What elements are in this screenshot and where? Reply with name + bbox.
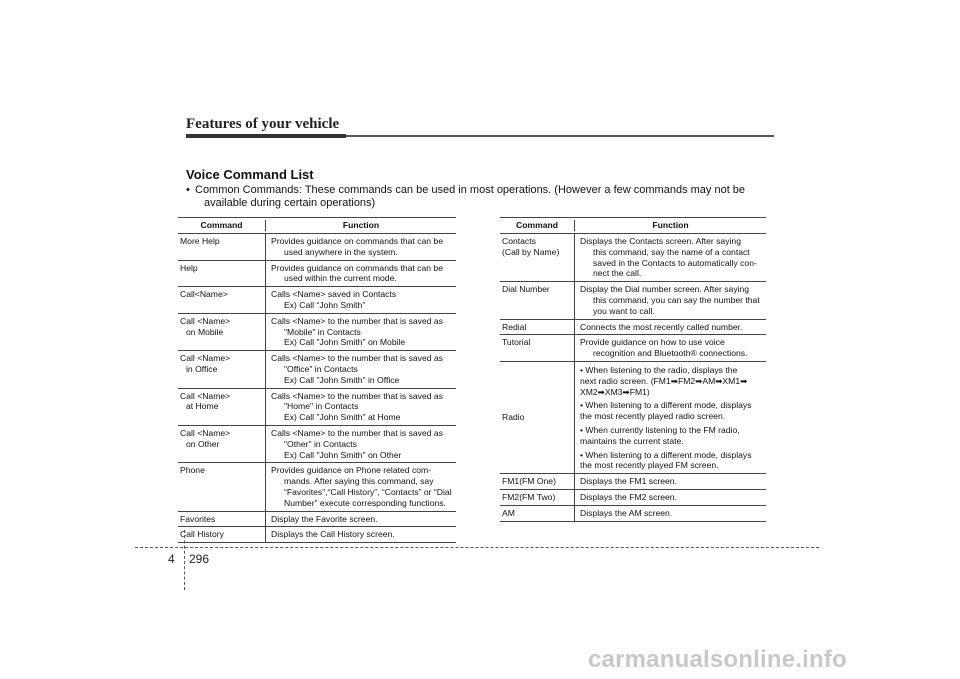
header-rule-thick xyxy=(186,134,346,138)
function-text: "Office" in Contacts xyxy=(284,363,358,374)
function-text: Calls <Name> to the number that is saved as xyxy=(271,390,443,401)
command-text: More Help xyxy=(180,236,220,246)
command-text: Call <Name> xyxy=(180,427,231,438)
function-text: Calls <Name> to the number that is saved as xyxy=(271,353,443,364)
command-text: Help xyxy=(180,262,198,273)
command-cell xyxy=(178,389,265,425)
table-row xyxy=(500,362,766,474)
bullet-text: When listening to a different mode, displays xyxy=(585,449,752,460)
command-text: in Office xyxy=(186,363,218,374)
function-cell xyxy=(265,287,456,313)
command-cell xyxy=(178,512,265,527)
bullet-icon: • xyxy=(580,364,586,375)
section-title: Voice Command List xyxy=(186,167,314,182)
table-row xyxy=(500,234,766,282)
table-row xyxy=(178,527,456,543)
function-cell xyxy=(265,234,456,260)
table-row xyxy=(500,282,766,319)
bullet-item xyxy=(580,365,766,397)
command-cell xyxy=(178,527,265,542)
bullet-text: the most recently played radio screen. xyxy=(580,411,726,422)
function-cell xyxy=(265,512,456,527)
command-cell xyxy=(500,234,574,281)
function-cell xyxy=(574,282,766,318)
table-row xyxy=(178,234,456,261)
function-text: Ex) Call “John Smith” xyxy=(284,299,366,310)
function-text: Provides guidance on commands that can be xyxy=(271,262,443,273)
table-row xyxy=(500,490,766,506)
function-cell xyxy=(574,490,766,505)
table-row xyxy=(500,474,766,490)
table-row xyxy=(178,261,456,288)
command-text: Call History xyxy=(180,529,224,540)
function-text: "Other" in Contacts xyxy=(284,438,357,449)
page-number: 296 xyxy=(189,552,210,566)
bullet-text: When listening to the radio, displays the xyxy=(585,364,738,375)
table-row xyxy=(178,314,456,351)
function-text: used within the current mode. xyxy=(284,273,397,284)
command-table-right xyxy=(500,217,766,522)
bullet-text: maintains the current state. xyxy=(580,435,684,446)
bullet-text: next radio screen. (FM1➡FM2➡AM➡XM1➡ xyxy=(580,375,748,386)
bullet-text: XM2➡XM3➡FM1) xyxy=(580,386,650,397)
function-cell xyxy=(574,474,766,489)
command-cell xyxy=(178,351,265,387)
function-text: used anywhere in the system. xyxy=(284,246,398,257)
command-cell xyxy=(178,463,265,510)
intro-line-1: Common Commands: These commands can be used in most operations. (However a few commands may not be xyxy=(195,184,746,196)
page-header-title: Features of your vehicle xyxy=(186,116,340,132)
function-text: mands. After saying this command, say xyxy=(284,476,434,487)
table-row xyxy=(178,426,456,463)
function-text: nect the call. xyxy=(593,268,642,279)
function-text: Calls <Name> saved in Contacts xyxy=(271,289,397,300)
bullet-item xyxy=(580,425,766,447)
header-rule-thin xyxy=(346,135,774,137)
intro-paragraph xyxy=(186,184,785,210)
function-text: Provides guidance on commands that can be xyxy=(271,236,443,246)
function-text: Calls <Name> to the number that is saved as xyxy=(271,427,443,438)
function-text: this command, you can say the number that xyxy=(593,294,760,305)
table-row xyxy=(500,506,766,522)
site-watermark: carmanualsonline.info xyxy=(588,646,847,673)
command-text: Redial xyxy=(502,321,527,332)
command-text: at Home xyxy=(186,401,219,412)
command-text: Call <Name> xyxy=(180,315,231,326)
command-text: FM2(FM Two) xyxy=(502,491,556,502)
function-text: Displays the Contacts screen. After saying xyxy=(580,236,741,246)
function-cell xyxy=(265,527,456,542)
function-cell xyxy=(574,234,766,281)
command-text: Call <Name> xyxy=(180,390,231,401)
function-cell xyxy=(265,351,456,387)
command-text: FM1(FM One) xyxy=(502,476,556,487)
function-cell xyxy=(574,335,766,361)
function-text: you want to call. xyxy=(593,305,655,316)
function-text: Ex) Call "John Smith" on Other xyxy=(284,449,402,460)
bullet-icon: • xyxy=(580,424,586,435)
header-command: Command xyxy=(200,220,243,231)
function-cell xyxy=(265,426,456,462)
command-cell xyxy=(500,506,574,521)
command-cell xyxy=(178,261,265,287)
header-command: Command xyxy=(515,220,559,231)
function-text: Displays the FM1 screen. xyxy=(580,476,677,487)
function-text: Display the Favorite screen. xyxy=(271,513,378,524)
footer-dashed-divider xyxy=(184,530,185,590)
function-text: Provides guidance on Phone related com- xyxy=(271,465,432,476)
function-text: Display the Dial number screen. After saying xyxy=(580,284,750,295)
function-text: Displays the Call History screen. xyxy=(271,529,395,540)
function-cell xyxy=(574,320,766,335)
function-cell xyxy=(265,261,456,287)
command-text: on Other xyxy=(186,438,220,449)
command-text: on Mobile xyxy=(186,326,224,337)
bullet-icon: • xyxy=(580,400,586,411)
function-text: Connects the most recently called number. xyxy=(580,321,743,332)
command-cell xyxy=(500,362,574,473)
function-text: Displays the AM screen. xyxy=(580,507,673,518)
table-row xyxy=(178,287,456,314)
command-text: Call <Name> xyxy=(180,353,231,364)
chapter-number: 4 xyxy=(168,552,175,566)
function-text: recognition and Bluetooth® connections. xyxy=(593,348,748,359)
intro-line-2: available during certain operations) xyxy=(204,197,376,209)
function-cell xyxy=(265,314,456,350)
function-text: saved in the Contacts to automatically con- xyxy=(593,257,757,268)
command-text: (Call by Name) xyxy=(502,246,560,257)
bullet-text: the most recently played FM screen. xyxy=(580,460,719,471)
bullet-item xyxy=(580,450,766,472)
function-text: "Home" in Contacts xyxy=(284,401,359,412)
command-cell xyxy=(500,282,574,318)
command-text: Phone xyxy=(180,465,205,476)
table-row xyxy=(500,335,766,362)
table-row xyxy=(500,320,766,336)
function-text: “Favorites”,“Call History”, “Contacts” or “Dial xyxy=(284,486,452,497)
command-text: Call<Name> xyxy=(180,289,228,300)
function-text: Ex) Call "John Smith" on Mobile xyxy=(284,337,406,348)
function-text: Provide guidance on how to use voice xyxy=(580,337,725,348)
bullet-text: When listening to a different mode, displays xyxy=(585,400,752,411)
function-cell xyxy=(574,506,766,521)
bullet-icon: • xyxy=(186,184,190,196)
command-cell xyxy=(500,320,574,335)
table-row xyxy=(178,512,456,528)
command-text: Favorites xyxy=(180,513,216,524)
function-cell xyxy=(265,463,456,510)
command-cell xyxy=(500,474,574,489)
header-function: Function xyxy=(265,220,456,231)
command-cell xyxy=(178,314,265,350)
function-text: this command, say the name of a contact xyxy=(593,246,750,257)
table-row xyxy=(178,463,456,511)
command-cell xyxy=(178,287,265,313)
command-table-left xyxy=(178,217,456,543)
function-cell xyxy=(574,362,766,473)
command-text: Tutorial xyxy=(502,337,531,348)
command-text: Radio xyxy=(502,412,525,423)
command-text: AM xyxy=(502,507,515,518)
function-text: Ex) Call "John Smith" in Office xyxy=(284,374,400,385)
function-text: Calls <Name> to the number that is saved as xyxy=(271,315,443,326)
command-cell xyxy=(178,234,265,260)
header-function: Function xyxy=(574,220,766,231)
bullet-text: When currently listening to the FM radio, xyxy=(585,424,740,435)
table-row xyxy=(178,351,456,388)
command-cell xyxy=(178,426,265,462)
table-header xyxy=(178,217,456,234)
table-header xyxy=(500,217,766,234)
command-text: Dial Number xyxy=(502,284,550,295)
table-row xyxy=(178,389,456,426)
function-text: Number” execute corresponding functions. xyxy=(284,497,446,508)
command-cell xyxy=(500,335,574,361)
function-cell xyxy=(265,389,456,425)
function-text: "Mobile" in Contacts xyxy=(284,326,361,337)
bullet-icon: • xyxy=(580,449,586,460)
command-cell xyxy=(500,490,574,505)
footer-dashed-rule xyxy=(135,547,819,548)
function-text: Displays the FM2 screen. xyxy=(580,491,677,502)
function-text: Ex) Call "John Smith" at Home xyxy=(284,412,401,423)
bullet-item xyxy=(580,400,766,422)
command-text: Contacts xyxy=(502,236,536,246)
